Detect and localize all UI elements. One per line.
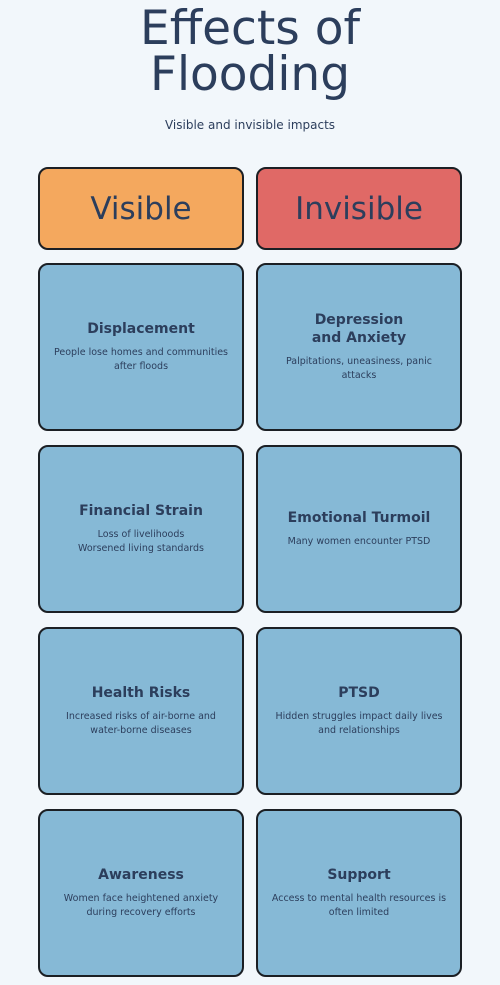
card-desc: People lose homes and communities after floods xyxy=(53,347,229,372)
visible-header-label: Visible xyxy=(90,190,192,227)
visible-card-financial-strain xyxy=(38,445,244,613)
visible-header xyxy=(38,167,244,250)
card-title: Awareness xyxy=(98,867,184,883)
invisible-card-depression-anxiety xyxy=(256,263,462,431)
page-title: Effects of Flooding xyxy=(140,1,360,102)
visible-card-awareness xyxy=(38,809,244,977)
invisible-card-support xyxy=(256,809,462,977)
card-desc: Loss of livelihoods Worsened living standards xyxy=(78,529,204,554)
card-title: Financial Strain xyxy=(79,503,203,519)
visible-card-displacement xyxy=(38,263,244,431)
card-desc: Access to mental health resources is often limited xyxy=(271,893,447,918)
card-desc: Women face heightened anxiety during recovery efforts xyxy=(63,893,219,918)
card-desc: Increased risks of air-borne and water-borne diseases xyxy=(66,711,216,736)
card-title: Depression and Anxiety xyxy=(311,312,407,346)
card-title: Displacement xyxy=(87,321,195,337)
card-desc: Hidden struggles impact daily lives and relationships xyxy=(275,711,443,736)
page-subtitle: Visible and invisible impacts xyxy=(164,118,336,132)
card-title: Emotional Turmoil xyxy=(287,510,431,526)
invisible-header-label: Invisible xyxy=(295,190,423,227)
card-title: PTSD xyxy=(338,685,380,701)
card-title: Health Risks xyxy=(91,685,191,701)
invisible-card-emotional-turmoil xyxy=(256,445,462,613)
visible-card-health-risks xyxy=(38,627,244,795)
card-title: Support xyxy=(327,867,391,883)
invisible-header xyxy=(256,167,462,250)
card-desc: Palpitations, uneasiness, panic attacks xyxy=(285,356,432,381)
invisible-card-ptsd xyxy=(256,627,462,795)
card-desc: Many women encounter PTSD xyxy=(287,536,431,547)
